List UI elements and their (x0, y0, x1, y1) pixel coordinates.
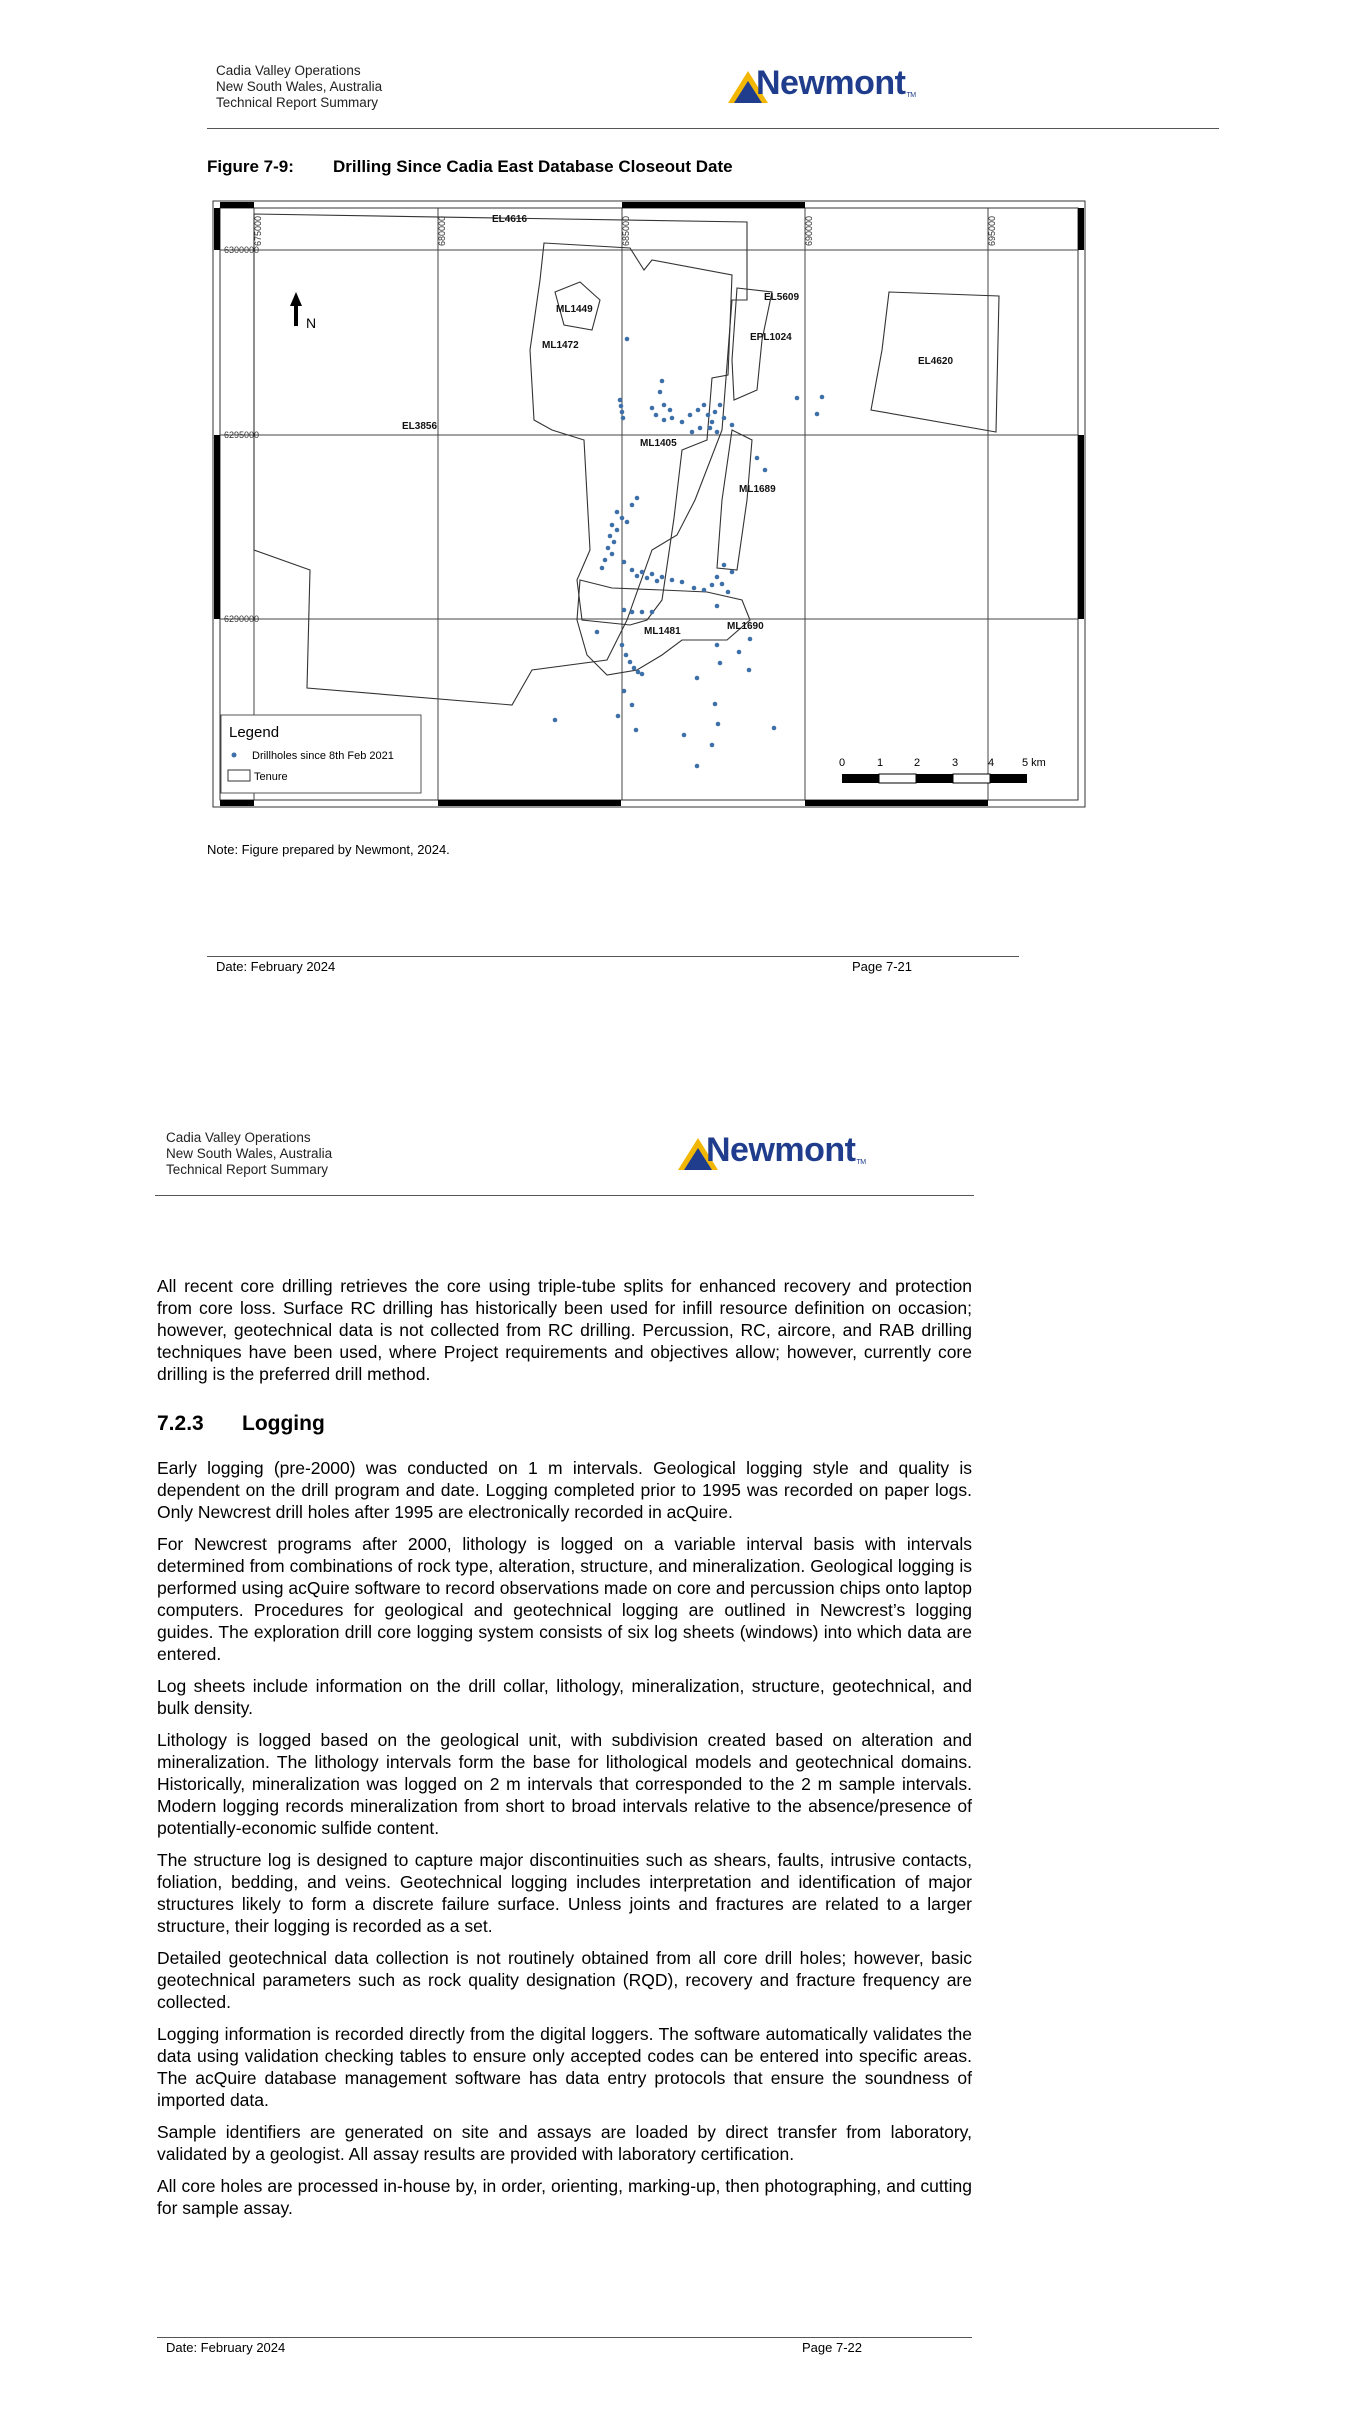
logging-body (157, 1457, 972, 2229)
tenure-label: EL3856 (402, 421, 438, 432)
paragraph: For Newcrest programs after 2000, lithology is logged on a variable interval basis with intervals determined from combinations of rock type, alteration, structure, and mineralization. Geological logging is performed using acQuire software to record observations made on core and percussion chips onto laptop computers. Procedures for geological and geotechnical logging are outlined in Newcrest’s logging guides. The exploration drill core logging system consists of six log sheets (windows) into which data are entered. (157, 1534, 972, 1664)
paragraph: Log sheets include information on the drill collar, lithology, mineralization, structure, geotechnical, and bulk density. (157, 1676, 972, 1718)
tenure-label: ML1449 (556, 304, 593, 315)
tenure-label: ML1481 (644, 626, 681, 637)
logo-text: Newmont (756, 64, 906, 102)
logo-trademark: TM (856, 1159, 866, 1166)
legend-tenure: Tenure (254, 771, 288, 783)
figure-number: Figure 7-9: (207, 157, 294, 176)
tenure-label: EL4616 (492, 214, 528, 225)
legend-title: Legend (229, 724, 280, 741)
northing-label: 6295000 (224, 430, 260, 440)
footer-date: Date: February 2024 (216, 959, 336, 974)
paragraph: All core holes are processed in-house by, in order, orienting, marking-up, then photographing, and cutting for sample assay. (157, 2176, 972, 2218)
header-line-location: New South Wales, Australia (166, 1146, 333, 1161)
paragraph: Detailed geotechnical data collection is not routinely obtained from all core drill holes; however, basic geotechnical parameters such as rock quality designation (RQD), recovery and fracture frequency are collected. (157, 1948, 972, 2012)
footer-rule (207, 956, 1019, 957)
scale-label: 5 km (1022, 757, 1046, 769)
header-line-report: Technical Report Summary (166, 1162, 329, 1177)
easting-label: 680000 (437, 215, 447, 246)
section-number: 7.2.3 (157, 1412, 204, 1435)
section-title: Logging (242, 1412, 325, 1435)
paragraph: Sample identifiers are generated on site and assays are loaded by direct transfer from laboratory, validated by a geologist. All assay results are provided with laboratory certification. (157, 2122, 972, 2164)
footer-page-number: Page 7-22 (802, 2340, 862, 2355)
header-line-location: New South Wales, Australia (216, 79, 383, 94)
figure-caption: Drilling Since Cadia East Database Closeout Date (333, 157, 733, 176)
easting-label: 695000 (987, 215, 997, 246)
header-rule (155, 1195, 974, 1196)
paragraph: Lithology is logged based on the geological unit, with subdivision created based on alteration and mineralization. The lithology intervals form the base for lithological models and geotechnical domains. Historically, mineralization was logged on 2 m intervals that corresponded to the 2 m sample intervals. Modern logging records mineralization from short to broad intervals relative to the absence/presence of potentially-economic sulfide content. (157, 1730, 972, 1838)
figure-note: Note: Figure prepared by Newmont, 2024. (207, 842, 450, 857)
scale-label: 0 (839, 757, 846, 769)
footer-page-number: Page 7-21 (852, 959, 912, 974)
paragraph: All recent core drilling retrieves the core using triple-tube splits for enhanced recovery and protection from core loss. Surface RC drilling has historically been used for infill resource definition on occasion; however, geotechnical data is not collected from RC drilling. Percussion, RC, aircore, and RAB drilling techniques have been used, where Project requirements and objectives allow; however, currently core drilling is the preferred drill method. (157, 1276, 972, 1384)
drilling-map (212, 200, 1086, 808)
scale-label: 2 (914, 757, 921, 769)
intro-paragraph (157, 1275, 972, 1395)
easting-label: 675000 (253, 215, 263, 246)
tenure-label: EL4620 (918, 356, 954, 367)
legend-drillholes: Drillholes since 8th Feb 2021 (252, 750, 394, 762)
tenure-label: EPL1024 (750, 332, 792, 343)
paragraph: Logging information is recorded directly from the digital loggers. The software automatically validates the data using validation checking tables to ensure only accepted codes can be entered into specific areas. The acQuire database management software has data entry protocols that ensure the soundness of imported data. (157, 2024, 972, 2110)
northing-label: 6290000 (224, 614, 260, 624)
header-rule (207, 128, 1219, 129)
logo-text: Newmont (706, 1131, 856, 1169)
scale-label: 1 (877, 757, 884, 769)
tenure-label: EL5609 (764, 292, 800, 303)
page1-header-text (216, 63, 382, 111)
north-label: N (306, 315, 317, 331)
header-line-report: Technical Report Summary (216, 95, 379, 110)
tenure-label: ML1405 (640, 438, 677, 449)
figure-title (207, 157, 733, 177)
header-line-company: Cadia Valley Operations (166, 1130, 311, 1145)
header-line-company: Cadia Valley Operations (216, 63, 361, 78)
section-heading (157, 1412, 325, 1436)
tenure-label: ML1689 (739, 484, 776, 495)
map-legend (221, 715, 421, 793)
easting-label: 690000 (804, 215, 814, 246)
scale-label: 3 (952, 757, 959, 769)
newmont-logo (728, 64, 916, 103)
newmont-logo (678, 1131, 866, 1170)
easting-label: 685000 (621, 215, 631, 246)
northing-label: 6300000 (224, 245, 260, 255)
page2-header-text (166, 1130, 332, 1178)
paragraph: Early logging (pre-2000) was conducted on 1 m intervals. Geological logging style and quality is dependent on the drill program and date. Logging completed prior to 1995 was recorded on paper logs. Only Newcrest drill holes after 1995 are electronically recorded in acQuire. (157, 1458, 972, 1522)
tenure-label: ML1690 (727, 621, 764, 632)
scale-label: 4 (988, 757, 995, 769)
logo-trademark: TM (906, 92, 916, 99)
drillhole-legend-icon (232, 753, 237, 758)
tenure-label: ML1472 (542, 340, 579, 351)
footer-date: Date: February 2024 (166, 2340, 286, 2355)
tenure-legend-icon (228, 770, 250, 781)
footer-rule (157, 2337, 972, 2338)
paragraph: The structure log is designed to capture major discontinuities such as shears, faults, intrusive contacts, foliation, bedding, and veins. Geotechnical logging includes interpretation and identification of major structures likely to form a discrete failure surface. Unless joints and fractures are related to a larger structure, their logging is recorded as a set. (157, 1850, 972, 1936)
